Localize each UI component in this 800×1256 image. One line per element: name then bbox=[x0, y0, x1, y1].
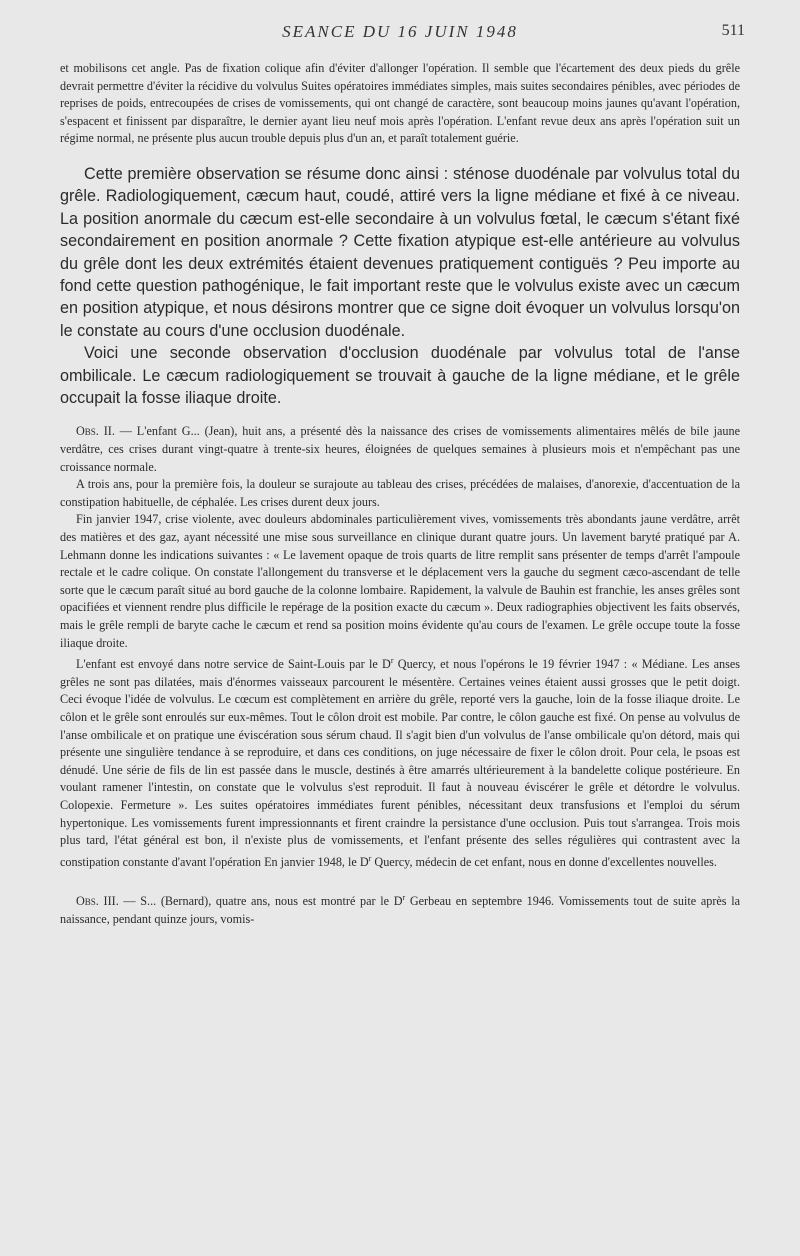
observation-two-text-1: — L'enfant G... (Jean), huit ans, a présenté dès la naissance des crises de vomissements alimentaires mêlés de bile jaune verdâtre, ces crises durant vingt-quatre à trente-six heures, éloignées de quelques semaines à plusieurs mois et n'empêchant pas une croissance normale. bbox=[60, 424, 740, 474]
page-number: 511 bbox=[721, 22, 745, 39]
page-body bbox=[60, 60, 740, 929]
observation-two-text-4c: Quercy, médecin de cet enfant, nous en donne d'excellentes nouvelles. bbox=[371, 854, 717, 869]
observation-two-label: Obs. II. bbox=[76, 424, 115, 439]
observation-two-paragraph-2: A trois ans, pour la première fois, la douleur se surajoute au tableau des crises, précédées de malaises, d'anorexie, d'accentuation de la constipation habituelle, de céphalée. Les crises durent deux jours. bbox=[60, 477, 740, 509]
page-header bbox=[60, 22, 745, 46]
observation-three-label: Obs. III. bbox=[76, 894, 119, 909]
running-head: SEANCE DU 16 JUIN 1948 bbox=[282, 22, 518, 41]
observation-three-text-a: — S... (Bernard), quatre ans, nous est montré par le D bbox=[118, 894, 403, 909]
case-one-conclusion-paragraph: et mobilisons cet angle. Pas de fixation colique afin d'éviter d'allonger l'opération. Il semble que l'écartement des deux pieds du grêle devrait permettre d'éviter la récidive du volvulus Suites opératoires immédiates simples, mais suites secondaires pénibles, avec périodes de reprises de poids, entrecoupées de crises de vomissements, qui ont changé de caractère, sont beaucoup moins jaunes qu'avant l'opération, s'espacent et finissent par disparaître, le dernier ayant lieu neuf mois après l'opération. L'enfant revue deux ans après l'opération suit un régime normal, ne présente plus aucun trouble depuis plus d'un an, et paraît totalement guérie. bbox=[60, 61, 740, 146]
doctor-superscript: r bbox=[402, 893, 406, 903]
observation-two-paragraph-1 bbox=[60, 423, 740, 476]
doctor-superscript: r bbox=[390, 656, 394, 666]
observation-two-paragraph-3: Fin janvier 1947, crise violente, avec douleurs abdominales particulièrement vives, vomissements très abondants jaune verdâtre, arrêt des matières et des gaz, ayant nécessité une mise sous surveillance en clinique durant quatre jours. Un lavement baryté pratiqué par A. Lehmann donne les indications suivantes : « Le lavement opaque de trois quarts de litre remplit sans présenter de temps d'arrêt l'ampoule rectale et le cadre colique. On constate l'allongement du transverse et le déplacement vers la gauche du segment cæco-ascendant de telle sorte que le cæcum paraît situé au bord gauche de la colonne lombaire. Rapidement, la valvule de Bauhin est franchie, les anses grêles sont opacifiées et viennent rendre plus difficile le repérage de la position exacte du cæcum ». Deux radiographies objectivent les faits observés, mais le grêle rempli de baryte cache le cæcum et rend sa position moins évidente qu'au cours de l'examen. Le grêle occupe toute la fosse iliaque droite. bbox=[60, 512, 740, 650]
observation-two-text-4b: Quercy, et nous l'opérons le 19 février 1947 : « Médiane. Les anses grêles ne sont pas dilatées, mais d'énormes vaisseaux parcourent le mésentère. Certaines veines étaient aussi grosses que le petit doigt. Ceci évoque l'idée de volvulus. Le cœcum est complètement en arrière du grêle, reporté vers la gauche, loin de la fosse iliaque droite. Le côlon et le grêle sont enroulés sur eux-mêmes. Tout le côlon droit est mobile. Par contre, le côlon gauche est fixé. On pense au volvulus de l'anse ombilicale et on pratique une éviscération sous sérum chaud. Il s'agit bien d'un volvulus de l'anse ombilicale qu'on détord, mais qui présente une singulière tendance à se reproduire, et dans ces conditions, on juge nécessaire de fixer le côlon droit. Pour cela, le psoas est dénudé. Une série de fils de lin est passée dans le muscle, destinés à être amarrés ultérieurement à la bandelette colique postérieure. En voulant ramener l'intestin, on constate que le volvulus s'est reproduit. Il faut à nouveau éviscérer le grêle et détordre le volvulus. Colopexie. Fermeture ». Les suites opératoires immédiates furent pénibles, nécessitant deux transfusions et l'emploi du sérum hypertonique. Les vomissements furent impressionnants et firent craindre la persistance d'une occlusion. Puis tout s'arrangea. Trois mois plus tard, l'état général est bon, il n'existe plus de vomissements, et l'enfant présente des selles régulières qui contrastent avec la constipation constante d'avant l'opération En janvier 1948, le D bbox=[60, 657, 741, 869]
doctor-superscript: r bbox=[368, 853, 372, 863]
observation-two-text-4a: L'enfant est envoyé dans notre service de Saint-Louis par le D bbox=[76, 657, 391, 672]
observation-two-paragraph-4 bbox=[60, 652, 740, 871]
second-observation-intro-paragraph: Voici une seconde observation d'occlusion duodénale par volvulus total de l'anse ombilicale. Le cæcum radiologiquement se trouvait à gauche de la ligne médiane, et le grêle occupait la fosse iliaque droite. bbox=[60, 344, 740, 408]
observation-three-paragraph bbox=[60, 889, 740, 928]
observation-three-text-b: Gerbeau en septembre 1946. Vomissements tout de suite après la naissance, pendant quinze jours, vomis- bbox=[60, 894, 740, 927]
summary-paragraph: Cette première observation se résume donc ainsi : sténose duodénale par volvulus total du grêle. Radiologiquement, cæcum haut, coudé, attiré vers la ligne médiane et fixé à ce niveau. La position anormale du cæcum est-elle secondaire à un volvulus fœtal, le cæcum s'étant fixé secondairement en position anormale ? Cette fixation atypique est-elle antérieure au volvulus du grêle dont les deux extrémités étaient devenues pratiquement contiguës ? Peu importe au fond cette question pathogénique, le fait important reste que le volvulus existe avec un cæcum en position atypique, et nous désirons montrer que ce signe doit évoquer un volvulus lorsqu'on le constate au cours d'une occlusion duodénale. bbox=[60, 164, 740, 340]
